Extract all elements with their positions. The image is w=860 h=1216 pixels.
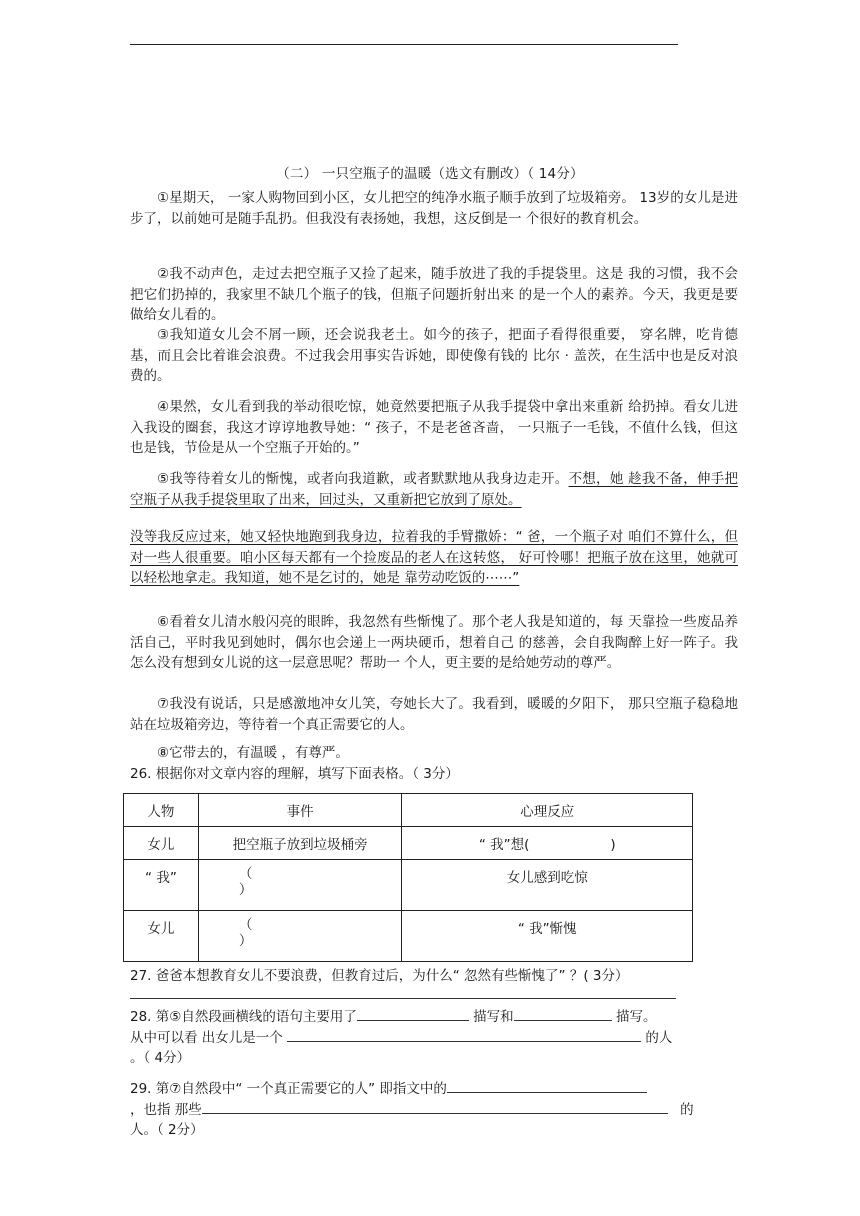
q29-text-a: 29. 第⑦自然段中“ 一个真正需要它的人” 即指文中的 (130, 1081, 447, 1097)
paragraph-8 (130, 743, 738, 764)
paragraph-1-text: ①星期天， 一家人购物回到小区，女儿把空的纯净水瓶子顺手放到了垃圾箱旁。 13岁的女儿是进步了，以前她可是随手乱扔。但我没有表扬她，我想，这反倒是一 个很好的教育机会。 (130, 190, 738, 227)
question-27: 27. 爸爸本想教育女儿不要浪费，但教育过后，为什么“ 忽然有些惭愧了” ？( 3分） (130, 968, 629, 984)
question-26-table (123, 793, 693, 962)
answer-cell[interactable]: （ ） (198, 911, 402, 962)
table-cell: 女儿感到吃惊 (402, 860, 693, 911)
paragraph-3 (130, 325, 738, 387)
q29-text-c: 的 (680, 1102, 694, 1118)
answer-cell[interactable]: “ 我”想( ) (402, 827, 693, 860)
table-header-cell: 人物 (124, 794, 199, 827)
q28-blank-2[interactable] (514, 1006, 612, 1021)
question-28 (130, 1006, 730, 1068)
table-header-cell: 心理反应 (402, 794, 693, 827)
table-row (124, 911, 693, 962)
table-row (124, 827, 693, 860)
paragraph-4-text: ④果然，女儿看到我的举动很吃惊，她竟然要把瓶子从我手提袋中拿出来重新 给扔掉。看女儿进入我设的圈套，我这才谆谆地教导她：“ 孩子，不是老爸吝啬， 一只瓶子一毛钱，不值什么钱，但这也是钱，节俭是从一个空瓶子开始的。” (130, 399, 738, 456)
paragraph-7 (130, 694, 738, 735)
paragraph-5-continued (130, 527, 738, 589)
q28-text-b: 描写和 (473, 1009, 514, 1025)
table-cell: “ 我” (124, 860, 199, 911)
paragraph-8-text: ⑧它带去的，有温暖 ，有尊严。 (157, 745, 349, 761)
paragraph-6-text: ⑥看着女儿清水般闪亮的眼眸，我忽然有些惭愧了。那个老人我是知道的，每 天靠捡一些废品养活自己，平时我见到她时，偶尔也会递上一两块硬币，想着自己 的慈善，会自我陶醉上好一阵子。我怎么没有想到女儿说的这一层意思呢？帮助一 个人，更主要的是给她劳动的尊严。 (130, 614, 738, 671)
table-cell: 把空瓶子放到垃圾桶旁 (198, 827, 402, 860)
paragraph-2 (130, 264, 738, 326)
q28-text-c: 描写。 (615, 1009, 657, 1025)
question-29 (130, 1078, 730, 1140)
question-29-line-2 (130, 1099, 730, 1120)
q28-text-f: 。（ 4分） (130, 1050, 191, 1066)
table-cell: “ 我”惭愧 (402, 911, 693, 962)
paragraph-5-underlined-1: 不想，她 趁我不备，伸手把空瓶子从我手提袋里取了出来，回过头，又重新把它放到了原处。 (130, 471, 738, 508)
paragraph-1 (130, 188, 738, 229)
paragraph-4 (130, 397, 738, 459)
question-28-line-1 (130, 1006, 730, 1027)
question-28-line-2 (130, 1027, 730, 1048)
q29-blank-1[interactable] (447, 1078, 647, 1093)
q29-text-d: 人。（ 2分） (130, 1122, 204, 1138)
paragraph-5 (130, 469, 738, 510)
paragraph-7-text: ⑦我没有说话，只是感激地冲女儿笑，夸她长大了。我看到，暖暖的夕阳下， 那只空瓶子稳稳地站在垃圾箱旁边，等待着一个真正需要它的人。 (130, 696, 738, 733)
paragraph-2-text: ②我不动声色，走过去把空瓶子又捡了起来，随手放进了我的手提袋里。这是 我的习惯，我不会把它们扔掉的，我家里不缺几个瓶子的钱，但瓶子问题折射出来 的是一个人的素养。今天，我更是要做给女儿看的。 (130, 266, 738, 323)
q28-text-e: 的人 (645, 1030, 673, 1046)
paragraph-5-underlined-2: 没等我反应过来，她又轻快地跑到我身边，拉着我的手臂撒娇：“ 爸，一个瓶子对 咱们不算什么，但对一些人很重要。咱小区每天都有一个捡废品的老人在这转悠， 好可怜哪！把瓶子放在这里，她就可以轻松地拿走。我知道，她不是乞讨的，她是 靠劳动吃饭的⋯⋯” (130, 529, 738, 586)
paragraph-3-text: ③我知道女儿会不屑一顾，还会说我老土。如今的孩子，把面子看得很重要， 穿名牌，吃肯德基，而且会比着谁会浪费。不过我会用事实告诉她，即使像有钱的 比尔 · 盖茨，在生活中也是反对浪费的。 (130, 327, 738, 384)
table-cell: 女儿 (124, 827, 199, 860)
q28-text-a: 28. 第⑤自然段画横线的语句主要用了 (130, 1009, 357, 1025)
question-29-line-1 (130, 1078, 730, 1099)
q28-text-d: 从中可以看 出女儿是一个 (130, 1030, 283, 1046)
table-header-cell: 事件 (198, 794, 402, 827)
q28-blank-3[interactable] (287, 1027, 641, 1042)
paragraph-6 (130, 612, 738, 674)
answer-line-27[interactable] (130, 998, 676, 999)
header-rule (130, 44, 678, 45)
q28-blank-1[interactable] (357, 1006, 469, 1021)
table-header-row (124, 794, 693, 827)
paragraph-5-plain: ⑤我等待着女儿的惭愧，或者向我道歉，或者默默地从我身边走开。 (157, 471, 569, 487)
table-row (124, 860, 693, 911)
q29-text-b: ，也指 那些 (130, 1102, 202, 1118)
answer-cell[interactable]: （ ） (198, 860, 402, 911)
q29-blank-2[interactable] (202, 1099, 668, 1114)
paragraph-5-text (130, 469, 738, 510)
question-26: 26. 根据你对文章内容的理解，填写下面表格。（ 3分） (130, 766, 459, 782)
passage-title: （二） 一只空瓶子的温暖（选文有删改）（ 14分） (276, 166, 584, 182)
table-cell: 女儿 (124, 911, 199, 962)
